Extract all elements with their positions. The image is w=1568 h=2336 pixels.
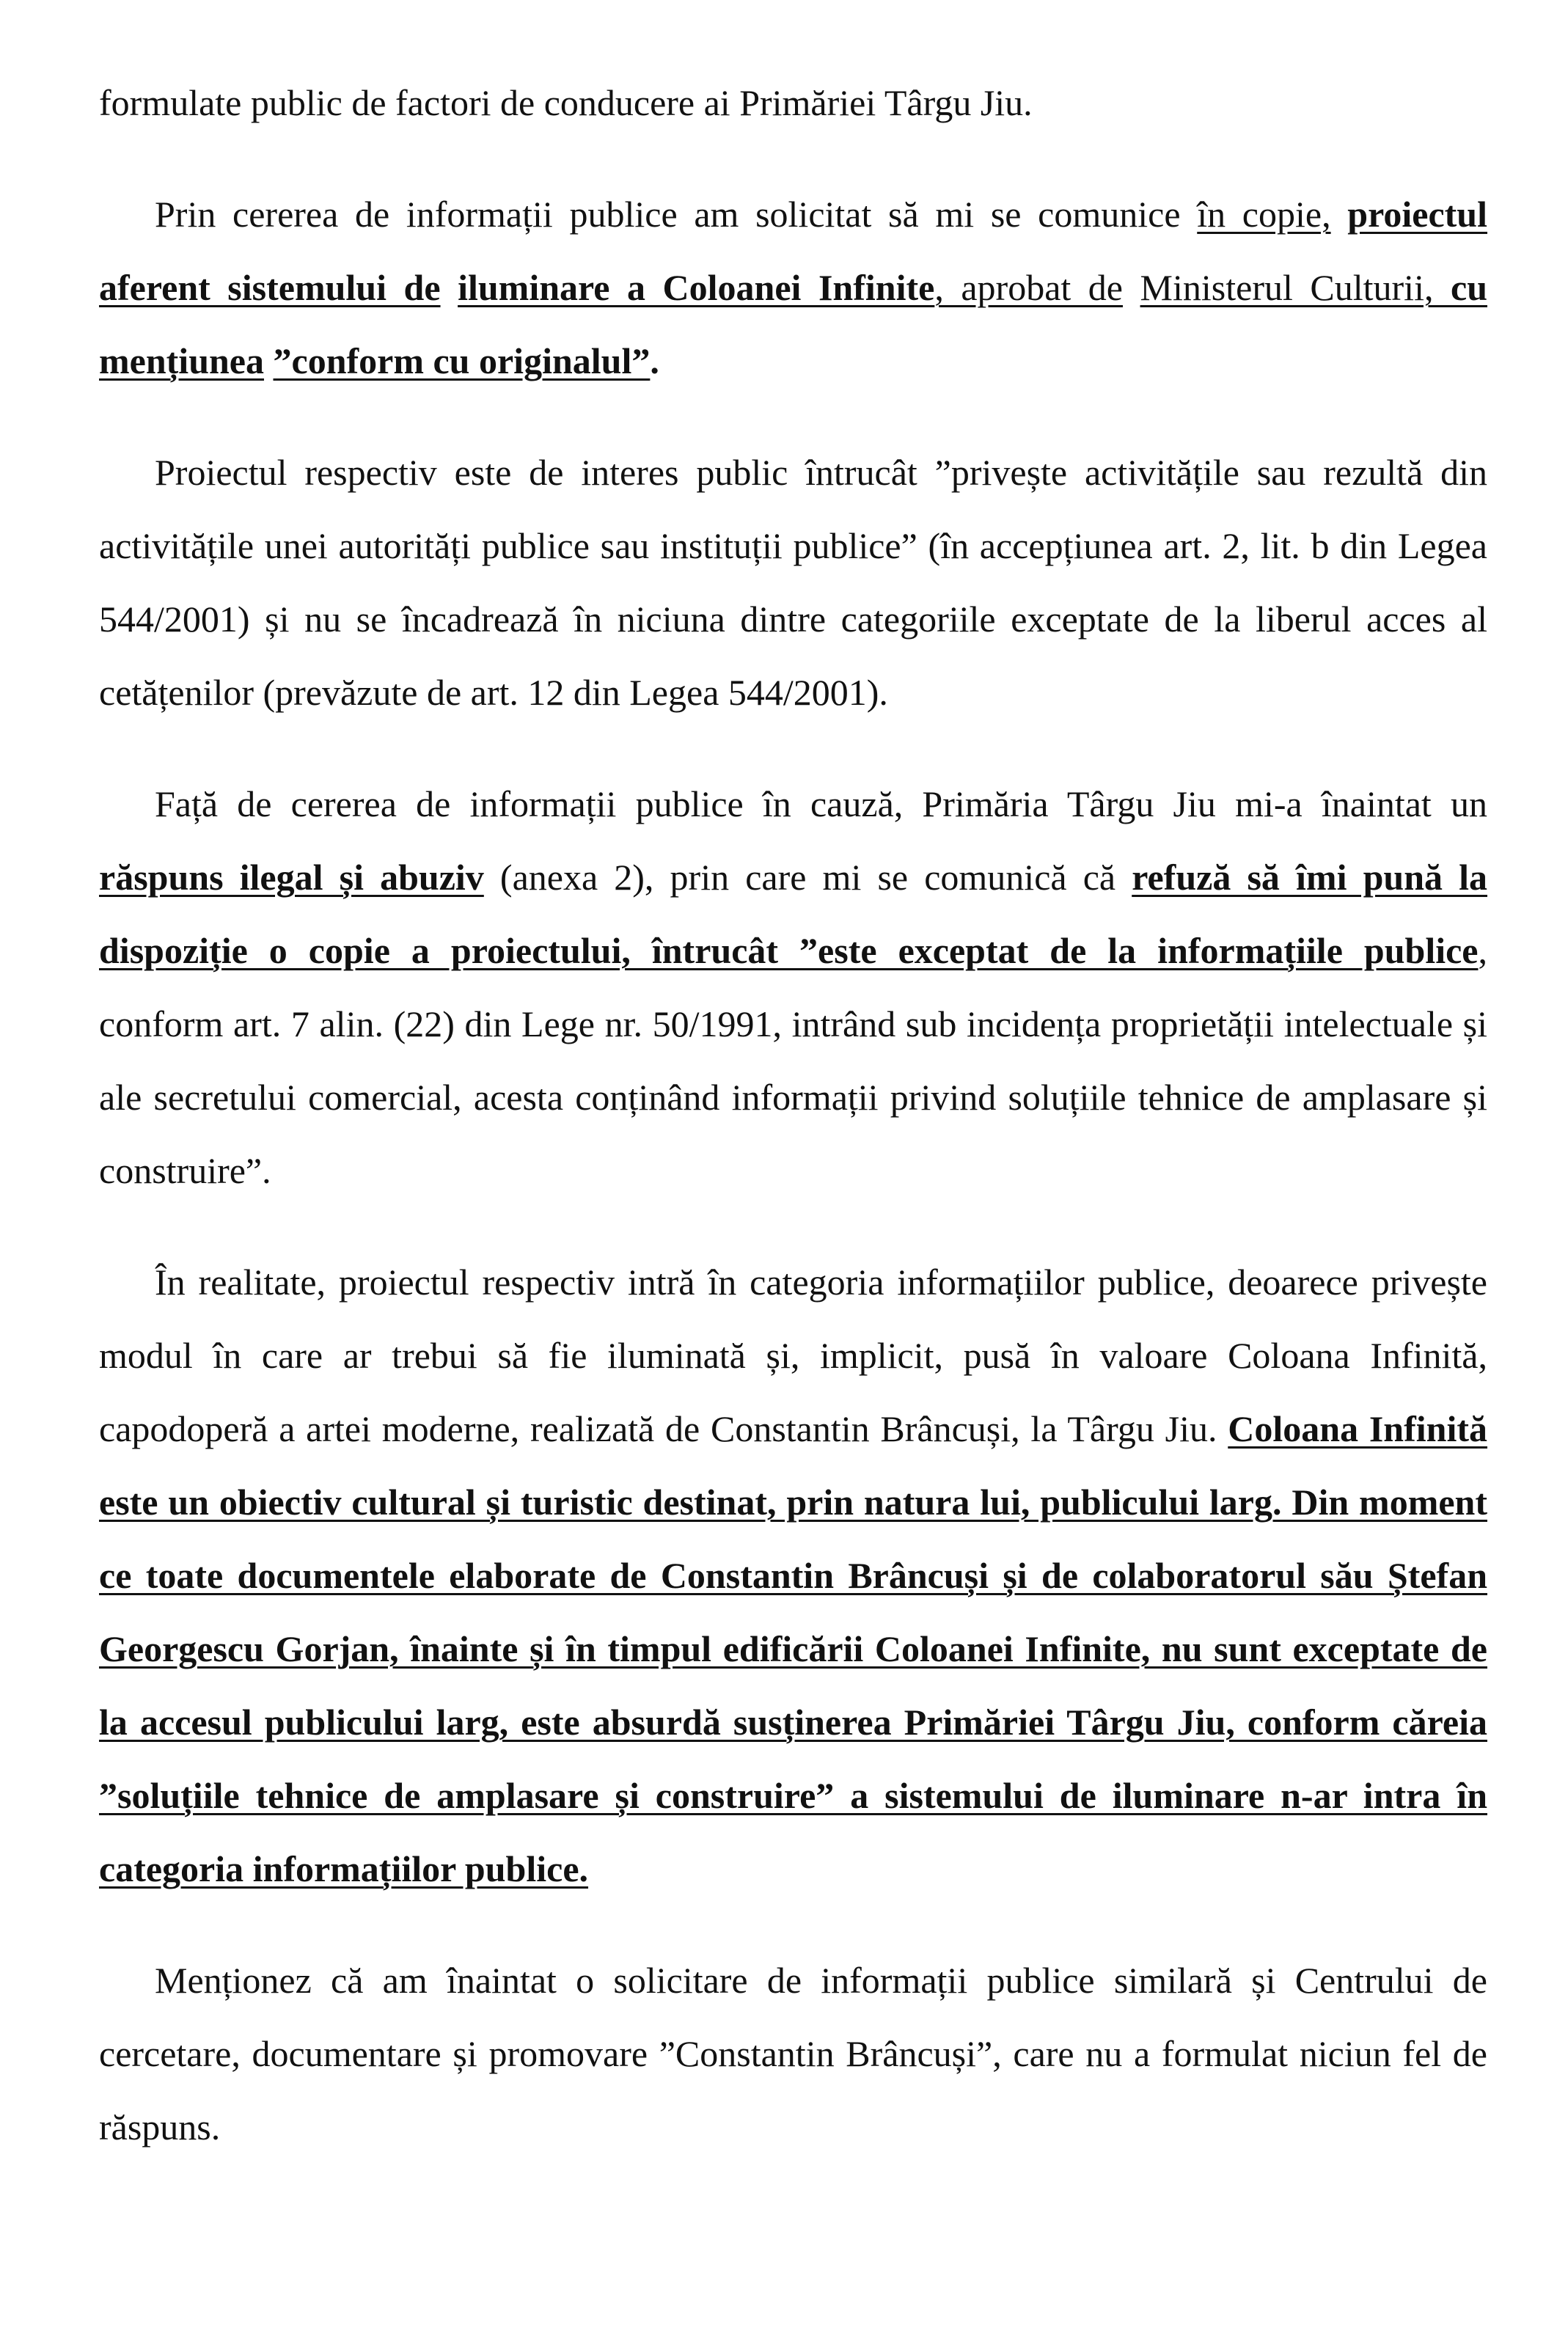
- text-segment: [1123, 267, 1140, 308]
- document-body: [99, 66, 1487, 2164]
- text-segment: , aprobat de: [934, 267, 1124, 308]
- text-segment: (anexa 2), prin care mi se comunică că: [483, 857, 1132, 898]
- text-segment: În realitate, proiectul respectiv intră în categoria informațiilor publice, deoarece privește modul în care ar trebui să fie iluminată și, implicit, pusă în valoare Coloana Infinită, capodoperă a artei moderne, realizată de Constantin Brâncuși, la Târgu Jiu.: [99, 1262, 1487, 1449]
- text-segment: Menționez că am înaintat o solicitare de informații publice similară și Centrului de cercetare, documentare și promovare ”Constantin Brâncuși”, care nu a formulat niciun fel de răspuns.: [99, 1960, 1487, 2148]
- paragraph: [99, 436, 1487, 729]
- paragraph: [99, 66, 1487, 139]
- text-segment: ”conform cu originalul”: [273, 340, 651, 381]
- text-segment: formulate public de factori de conducere ai Primăriei Târgu Jiu.: [99, 82, 1033, 123]
- text-segment: Ministerul Culturii,: [1140, 267, 1451, 308]
- paragraph: [99, 1245, 1487, 1905]
- text-segment: cu mențiunea: [99, 267, 1487, 381]
- text-segment: , conform art. 7 alin. (22) din Lege nr. 50/1991, intrând sub incidența proprietății intelectuale și ale secretului comercial, acesta conținând informații privind soluțiile tehnice de amplasare și construire”.: [99, 930, 1487, 1191]
- text-segment: .: [650, 340, 659, 381]
- text-segment: Coloana Infinită este un obiectiv cultural și turistic destinat, prin natura lui, publicului larg. Din moment ce toate documentele elaborate de Constantin Brâncuși și de colaboratorul său Ștefan Georgescu Gorjan, înainte și în timpul edificării Coloanei Infinite, nu sunt exceptate de la accesul publicului larg, este absurdă susținerea Primăriei Târgu Jiu, conform căreia ”soluțiile tehnice de amplasare și construire” a sistemului de iluminare n-ar intra în categoria informațiilor publice.: [99, 1408, 1488, 1889]
- text-segment: răspuns ilegal și abuziv: [99, 857, 484, 898]
- text-segment: iluminare a Coloanei Infinite: [458, 267, 935, 308]
- paragraph: [99, 767, 1487, 1207]
- text-segment: [441, 267, 458, 308]
- text-segment: [1331, 194, 1348, 235]
- text-segment: proiectul aferent sistemului de: [99, 194, 1488, 308]
- paragraph: [99, 177, 1487, 398]
- text-segment: Față de cererea de informații publice în cauză, Primăria Târgu Jiu mi-a înaintat un: [155, 783, 1487, 824]
- text-segment: în copie,: [1197, 194, 1331, 235]
- text-segment: [264, 340, 274, 381]
- text-segment: refuză să îmi pună la dispoziție o copie a proiectului, întrucât ”este exceptat de la informațiile publice: [99, 857, 1488, 971]
- paragraph: [99, 1944, 1487, 2164]
- text-segment: Proiectul respectiv este de interes public întrucât ”privește activitățile sau rezultă din activitățile unei autorități publice sau instituții publice” (în accepțiunea art. 2, lit. b din Legea 544/2001) și nu se încadrează în niciuna dintre categoriile exceptate de la liberul acces al cetățenilor (prevăzute de art. 12 din Legea 544/2001).: [99, 452, 1487, 713]
- text-segment: Prin cererea de informații publice am solicitat să mi se comunice: [155, 194, 1198, 235]
